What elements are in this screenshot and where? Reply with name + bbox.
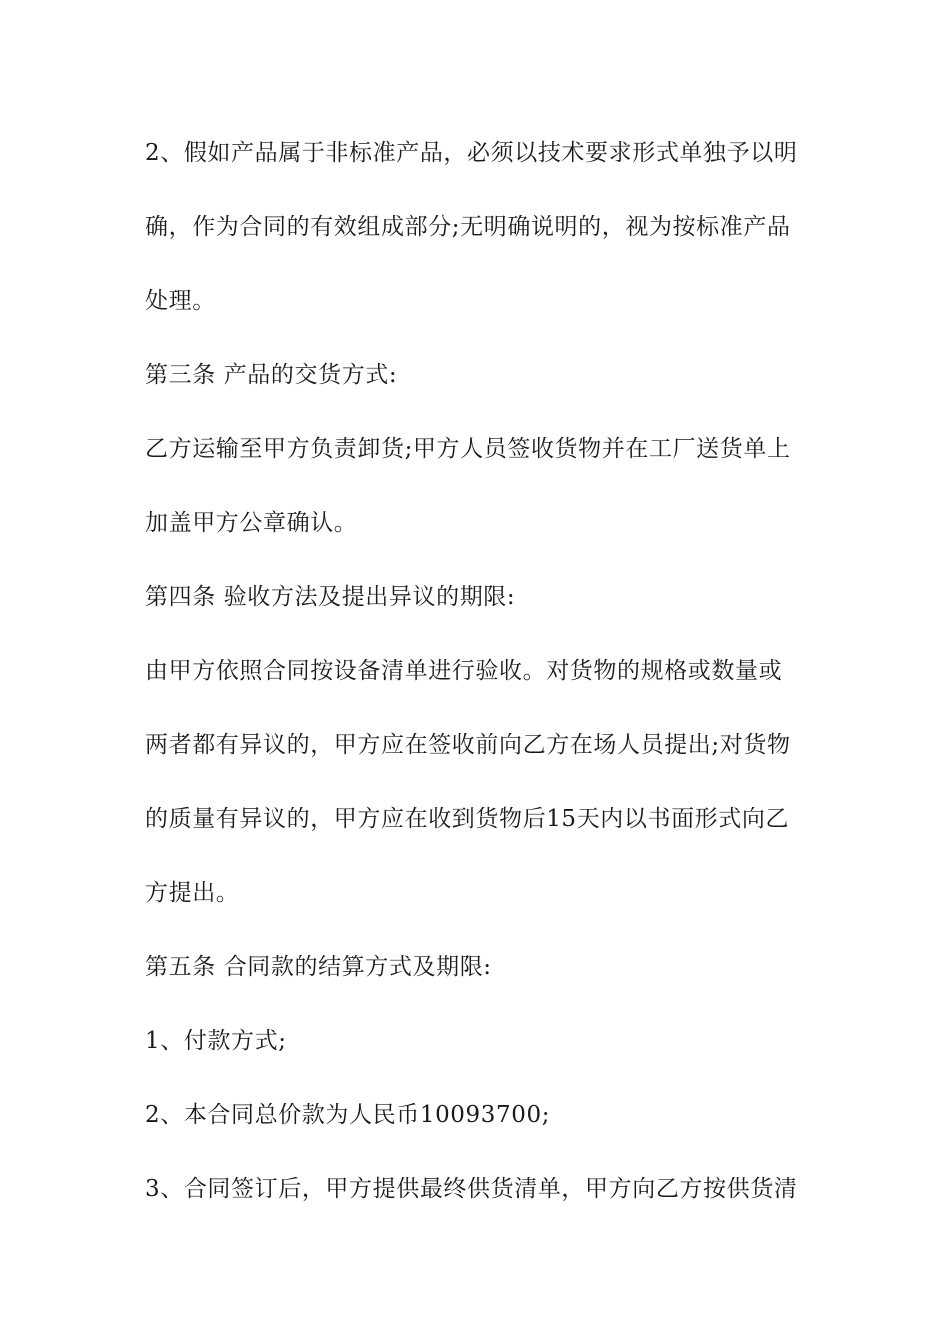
section-heading-article-4: 第四条 验收方法及提出异议的期限: xyxy=(145,584,516,610)
section-heading-article-5: 第五条 合同款的结算方式及期限: xyxy=(145,954,492,980)
list-item: 2、本合同总价款为人民币10093700; xyxy=(145,1102,551,1128)
list-item: 1、付款方式; xyxy=(145,1028,287,1054)
paragraph-line: 的质量有异议的，甲方应在收到货物后15天内以书面形式向乙 xyxy=(145,806,790,832)
paragraph-line: 加盖甲方公章确认。 xyxy=(145,510,358,536)
paragraph-line: 处理。 xyxy=(145,288,216,314)
list-item: 3、合同签订后，甲方提供最终供货清单，甲方向乙方按供货清 xyxy=(145,1176,798,1202)
paragraph-line: 2、假如产品属于非标准产品，必须以技术要求形式单独予以明 xyxy=(145,140,798,166)
paragraph-line: 方提出。 xyxy=(145,880,240,906)
section-heading-article-3: 第三条 产品的交货方式: xyxy=(145,362,398,388)
paragraph-line: 乙方运输至甲方负责卸货;甲方人员签收货物并在工厂送货单上 xyxy=(145,436,791,462)
paragraph-line: 确，作为合同的有效组成部分;无明确说明的，视为按标准产品 xyxy=(145,214,791,240)
paragraph-line: 由甲方依照合同按设备清单进行验收。对货物的规格或数量或 xyxy=(145,658,783,684)
paragraph-line: 两者都有异议的，甲方应在签收前向乙方在场人员提出;对货物 xyxy=(145,732,791,758)
